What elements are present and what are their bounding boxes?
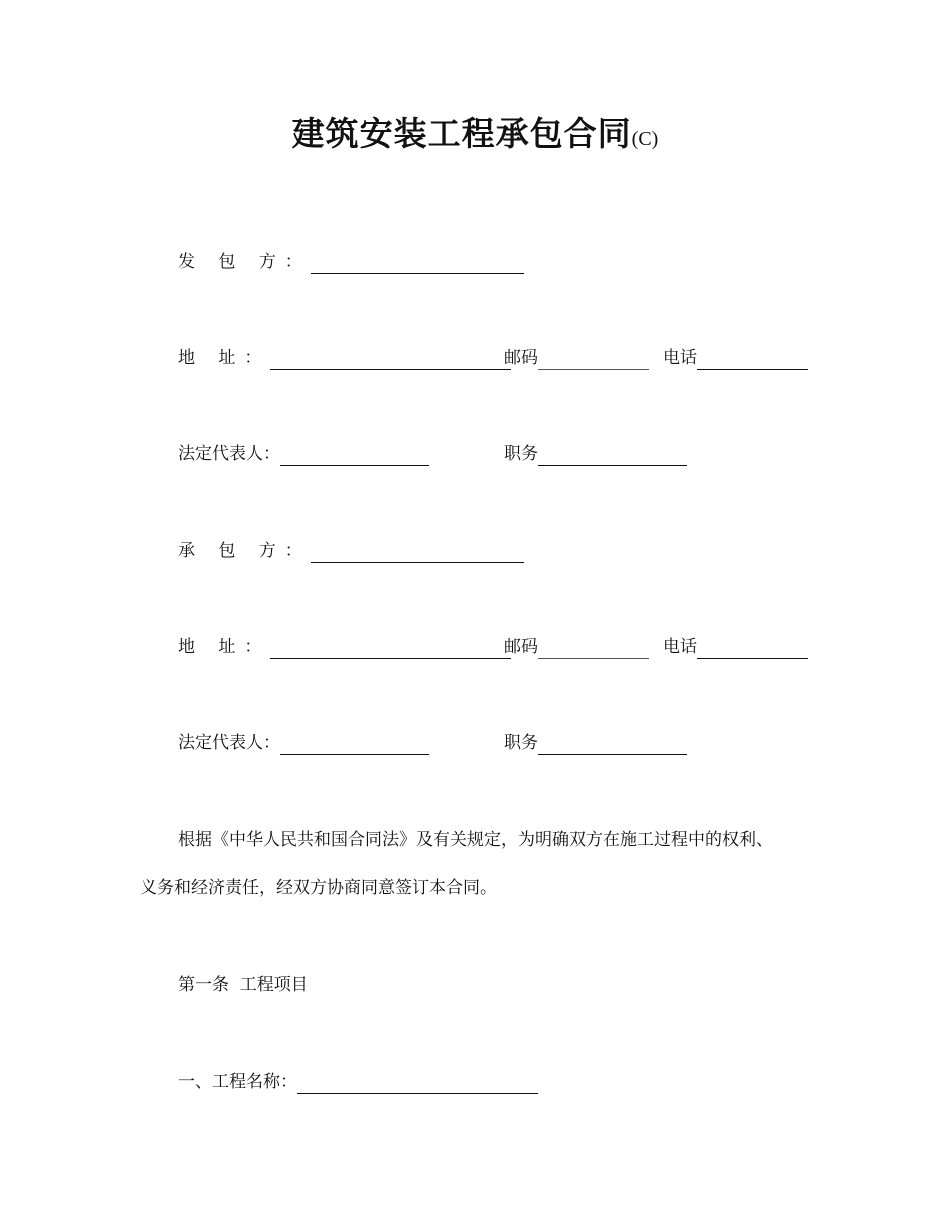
contractor-address-label: 地 址： — [178, 637, 271, 657]
contractor-address-field[interactable] — [270, 640, 511, 659]
contractor-position-field[interactable] — [538, 736, 687, 755]
contractor-party-field[interactable] — [311, 544, 524, 563]
contractor-position-group — [504, 731, 687, 755]
title-suffix: (C) — [631, 128, 659, 150]
employer-postcode-field[interactable] — [538, 351, 649, 370]
contractor-party-row — [178, 539, 524, 563]
document-title — [0, 112, 950, 161]
contractor-legal-rep-field[interactable] — [280, 736, 429, 755]
employer-position-field[interactable] — [538, 447, 687, 466]
employer-party-label: 发 包 方： — [178, 252, 311, 272]
contractor-party-label: 承 包 方： — [178, 541, 311, 561]
employer-phone-label: 电话 — [663, 348, 697, 368]
employer-postcode-label: 邮码 — [504, 348, 538, 368]
employer-address-row — [178, 346, 511, 370]
contractor-legal-rep-label: 法定代表人： — [178, 733, 280, 753]
title-text: 建筑安装工程承包合同 — [291, 114, 632, 153]
contractor-phone-label: 电话 — [663, 637, 697, 657]
employer-postcode-group — [504, 346, 649, 370]
employer-legal-rep-label: 法定代表人： — [178, 444, 280, 464]
employer-position-group — [504, 442, 687, 466]
contractor-postcode-field[interactable] — [538, 640, 649, 659]
contractor-postcode-group — [504, 635, 649, 659]
project-name-label: 一、工程名称： — [178, 1072, 297, 1092]
project-name-field[interactable] — [297, 1075, 538, 1094]
employer-address-label: 地 址： — [178, 348, 271, 368]
contractor-phone-group — [663, 635, 808, 659]
employer-address-field[interactable] — [270, 351, 511, 370]
employer-phone-group — [663, 346, 808, 370]
employer-party-row — [178, 250, 524, 274]
contractor-position-label: 职务 — [504, 733, 538, 753]
employer-party-field[interactable] — [311, 255, 524, 274]
employer-legal-rep-field[interactable] — [280, 447, 429, 466]
contractor-phone-field[interactable] — [697, 640, 808, 659]
employer-phone-field[interactable] — [697, 351, 808, 370]
employer-legal-rep-row — [178, 442, 429, 466]
contractor-postcode-label: 邮码 — [504, 637, 538, 657]
contractor-address-row — [178, 635, 511, 659]
preamble-line-2: 义务和经济责任，经双方协商同意签订本合同。 — [140, 878, 497, 898]
contractor-legal-rep-row — [178, 731, 429, 755]
preamble-line-1: 根据《中华人民共和国合同法》及有关规定，为明确双方在施工过程中的权利、 — [178, 830, 773, 850]
project-name-row — [178, 1070, 538, 1094]
employer-position-label: 职务 — [504, 444, 538, 464]
article-1-heading: 第一条 工程项目 — [178, 975, 308, 995]
